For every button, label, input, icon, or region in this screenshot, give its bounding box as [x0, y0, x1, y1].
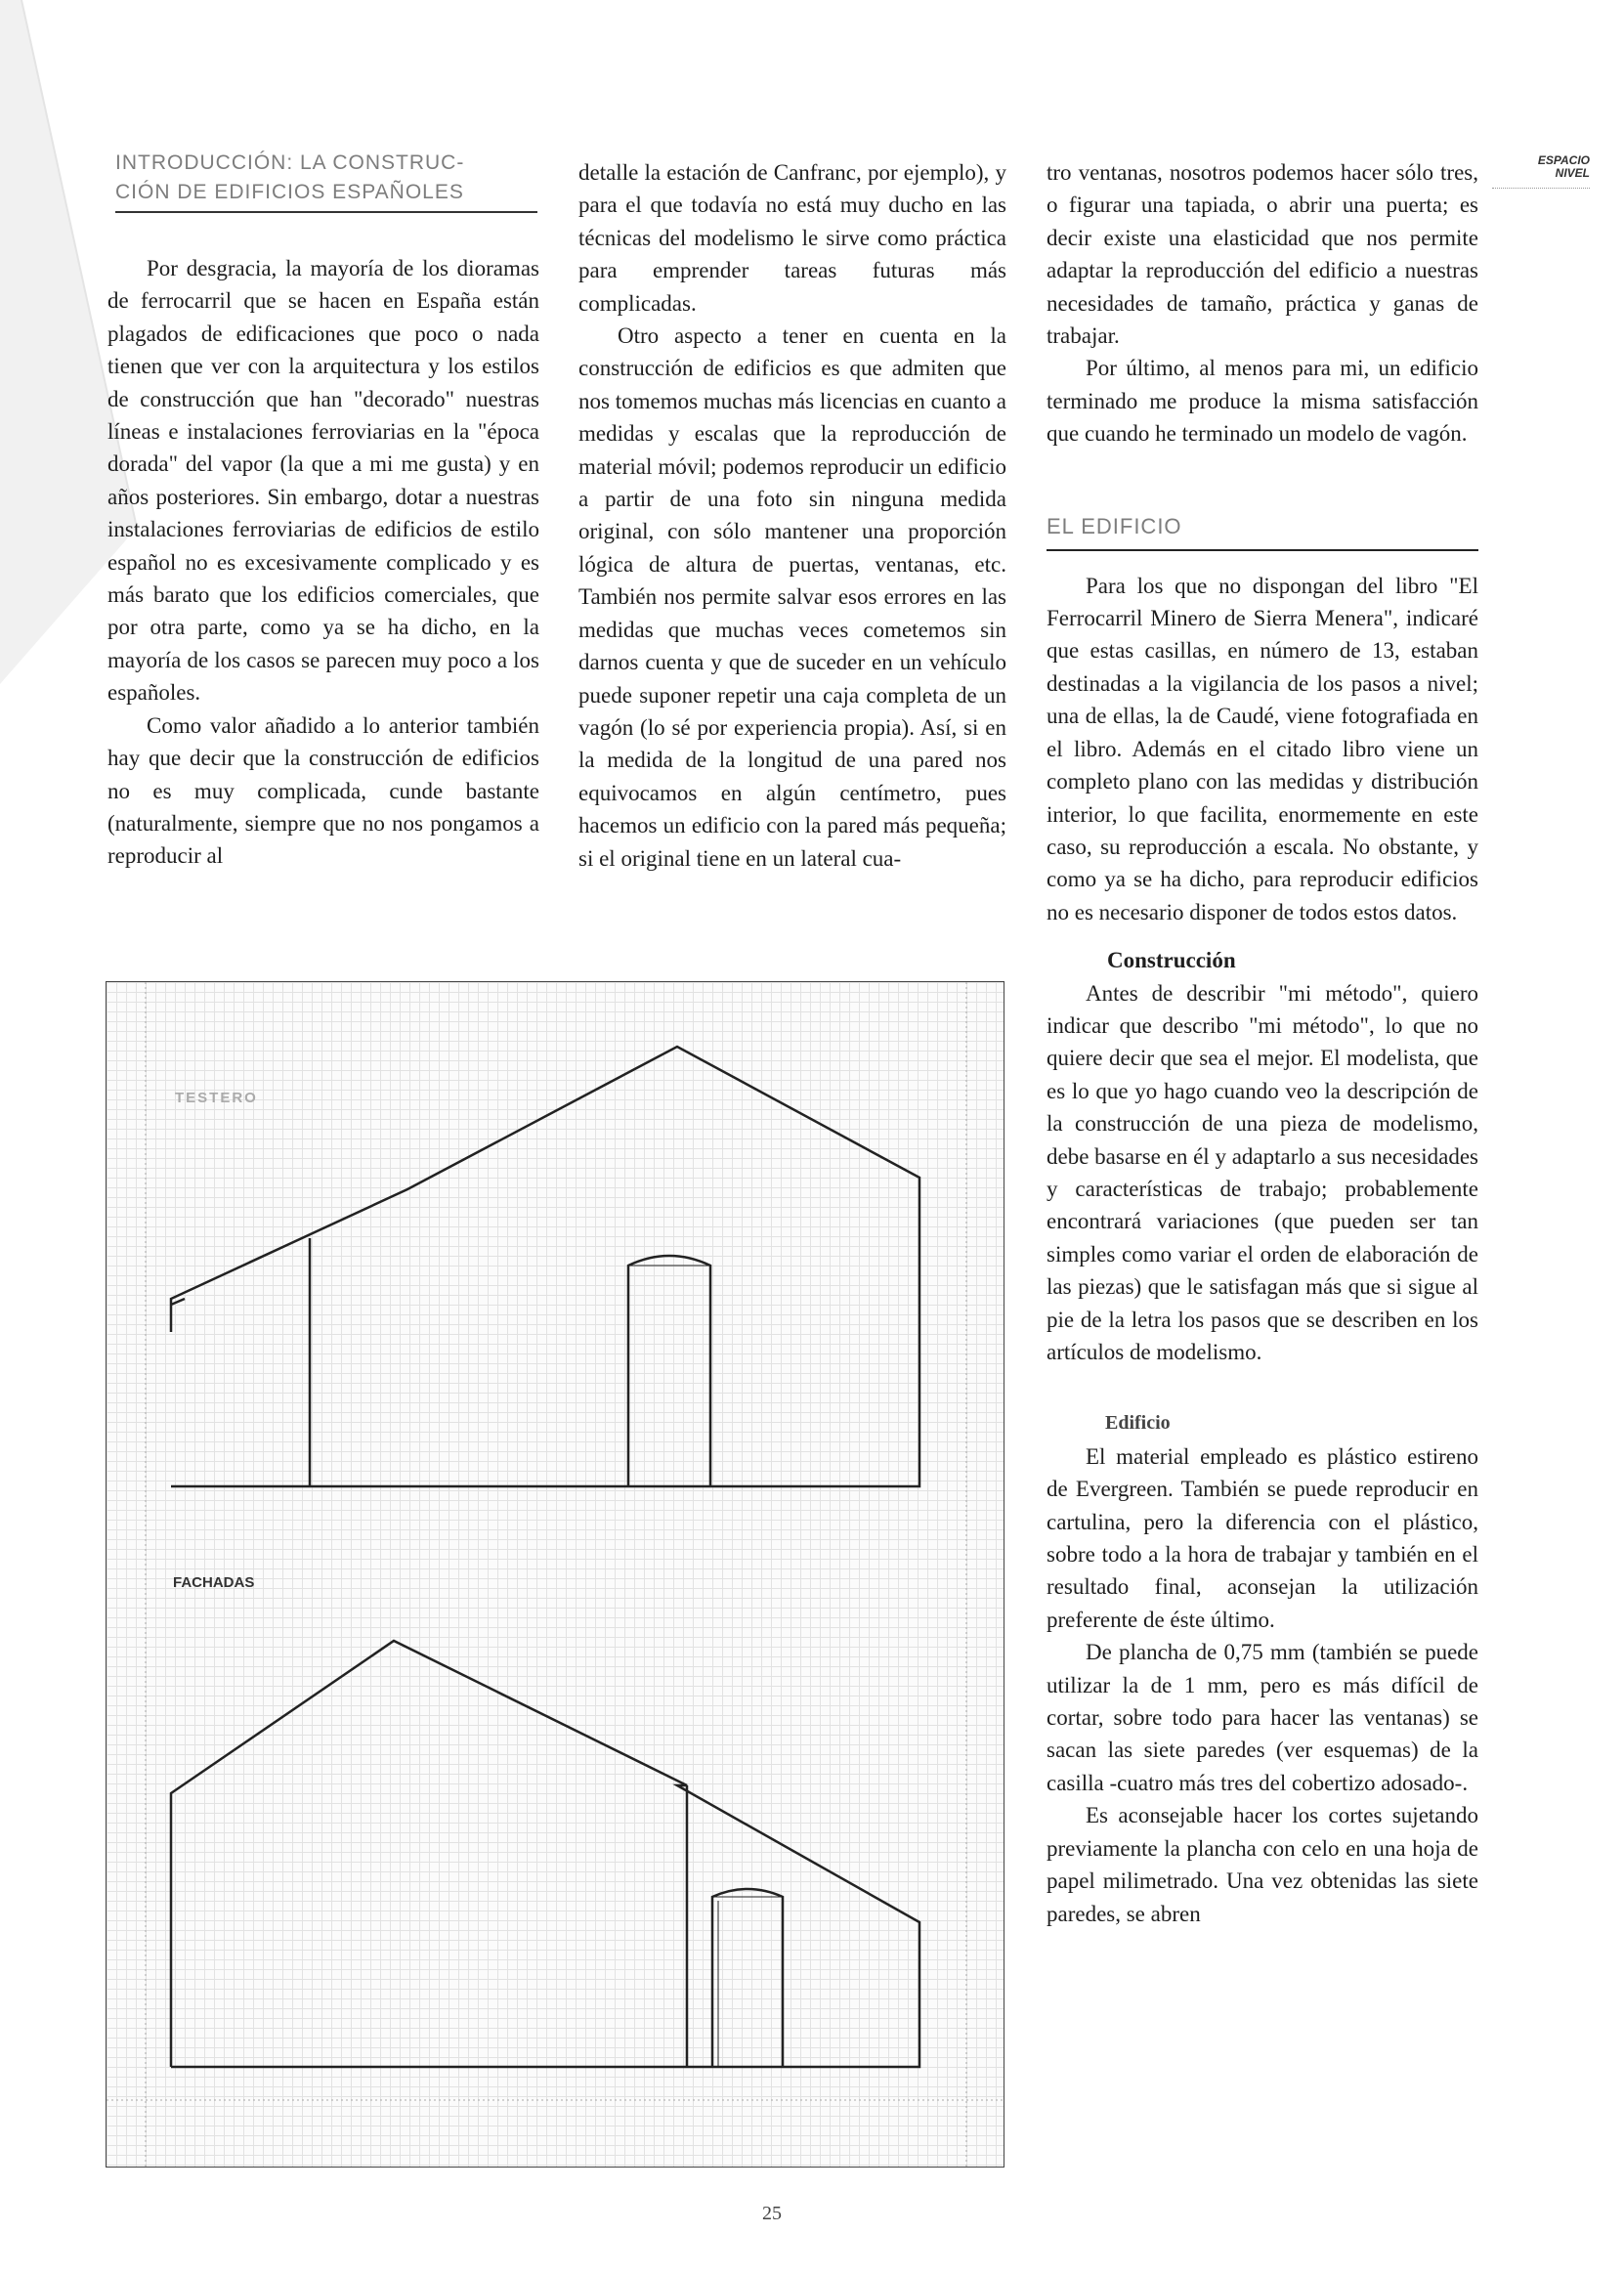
paragraph: Por último, al menos para mi, un edificio terminado me produce la misma satisfacción que cuando he terminado un modelo de vagón.	[1047, 356, 1478, 447]
bottom-door	[712, 1889, 783, 2067]
heading-rule	[115, 211, 537, 213]
page-number: 25	[762, 2203, 782, 2224]
heading-rule	[1047, 549, 1478, 551]
section-heading-intro	[115, 149, 537, 207]
paragraph: detalle la estación de Canfranc, por ejemplo), y para el que todavía no está muy ducho en las técnicas del modelismo le sirve como práctica para emprender tareas futuras más complicadas.	[578, 160, 1006, 316]
elevation-drawings-figure	[106, 981, 1004, 2168]
column-1	[107, 252, 539, 873]
subheading-construccion: Construcción	[1107, 948, 1236, 973]
top-building-outline	[171, 1047, 919, 1486]
magazine-logo	[1492, 154, 1590, 189]
paragraph: De plancha de 0,75 mm (también se puede utilizar la de 1 mm, pero es más difícil de cortar, sobre todo para hacer las ventanas) se sacan las siete paredes (ver esquemas) de la casilla -cuatro más tres del cobertizo adosado-.	[1047, 1640, 1478, 1795]
paragraph: Para los que no dispongan del libro "El Ferrocarril Minero de Sierra Menera", indicaré que estas casillas, en número de 13, estaban destinadas a la vigilancia de los pasos a nivel; una de ellas, la de Caudé, viene fotografiada en el libro. Además en el citado libro viene un completo plano con las medidas y distribución interior, lo que facilita, enormemente en este caso, su reproducción a escala. No obstante, y como ya se ha dicho, para reproducir edificios no es necesario disponer de todos estos datos.	[1047, 573, 1478, 924]
paragraph: Por desgracia, la mayoría de los dioramas de ferrocarril que se hacen en España están plagados de edificaciones que poco o nada tienen que ver con la arquitectura y los estilos de construcción que han "decorado" nuestras líneas e instalaciones ferroviarias en la "época dorada" del vapor (la que a mi me gusta) y en años posteriores. Sin embargo, dotar a nuestras instalaciones ferroviarias de edificios de estilo español no es excesivamente complicado y es más barato que los edificios comerciales, que por otra parte, como ya se ha dicho, en la mayoría de los casos se parecen muy poco a los españoles.	[107, 256, 539, 706]
section-heading-edificio	[1047, 512, 1478, 541]
paragraph: El material empleado es plástico estireno de Evergreen. También se puede reproducir en cartulina, pero la diferencia con el plástico, sobre todo a la hora de trabajar y también en el resultado final, aconsejan la utilización preferente de éste último.	[1047, 1443, 1478, 1632]
spacer	[1047, 451, 1478, 570]
logo-line-2: NIVEL	[1555, 166, 1590, 180]
top-shed-roof-edge	[171, 1299, 185, 1305]
paragraph: Es aconsejable hacer los cortes sujetando previamente la plancha con celo en una hoja de papel milimetrado. Una vez obtenidas las siete paredes, se abren	[1047, 1803, 1478, 1926]
paragraph: Antes de describir "mi método", quiero indicar que describo "mi método", lo que no quiere decir que sea el mejor. El modelista, que es lo que yo hago cuando veo la descripción de la construcción de una pieza de modelismo, debe basarse en él y adaptarlo a sus necesidades y características de trabajo; probablemente encontrará variaciones (que pueden ser tan simples como variar el orden de elaboración de las piezas) que le satisfagan más que si sigue al pie de la letra los pasos que se describen en los artículos de modelismo.	[1047, 980, 1478, 1364]
top-window	[628, 1256, 710, 1486]
logo-line-1: ESPACIO	[1537, 153, 1590, 167]
figure-label-fachadas: FACHADAS	[173, 1574, 255, 1591]
figure-label-testero: TESTERO	[175, 1090, 258, 1106]
logo-rule	[1492, 188, 1590, 189]
bottom-building-outline	[171, 1641, 919, 2067]
column-2	[578, 156, 1006, 875]
paragraph: Otro aspecto a tener en cuenta en la construcción de edificios es que admiten que nos tomemos muchas más licencias en cuanto a medidas y escalas que la reproducción de material móvil; podemos reproducir un edificio a partir de una foto sin ninguna medida original, con sólo mantener una proporción lógica de altura de puertas, ventanas, etc. También nos permite salvar esos errores en las medidas que muchas veces cometemos sin darnos cuenta y que de suceder en un vehículo puede suponer repetir una caja completa de un vagón (lo sé por experiencia propia). Así, si en la medida de la longitud de una pared nos equivocamos en algún centímetro, pues hacemos un edificio con la pared más pequeña; si el original tiene en un lateral cua-	[578, 323, 1006, 871]
column-3	[1047, 156, 1478, 1930]
subheading-edificio: Edificio	[1105, 1412, 1171, 1435]
heading-line-2: CIÓN DE EDIFICIOS ESPAÑOLES	[115, 181, 464, 203]
paragraph: tro ventanas, nosotros podemos hacer sólo tres, o figurar una tapiada, o abrir una puerta; es decir existe una elasticidad que nos permite adaptar la reproducción del edificio a nuestras necesidades de tamaño, práctica y ganas de trabajar.	[1047, 160, 1478, 349]
heading-line-1: INTRODUCCIÓN: LA CONSTRUC-	[115, 151, 465, 174]
heading-text: EL EDIFICIO	[1047, 514, 1182, 538]
paragraph: Como valor añadido a lo anterior también hay que decir que la construcción de edificios no es muy complicada, cunde bastante (naturalmente, siempre que no nos pongamos a reproducir al	[107, 712, 539, 869]
